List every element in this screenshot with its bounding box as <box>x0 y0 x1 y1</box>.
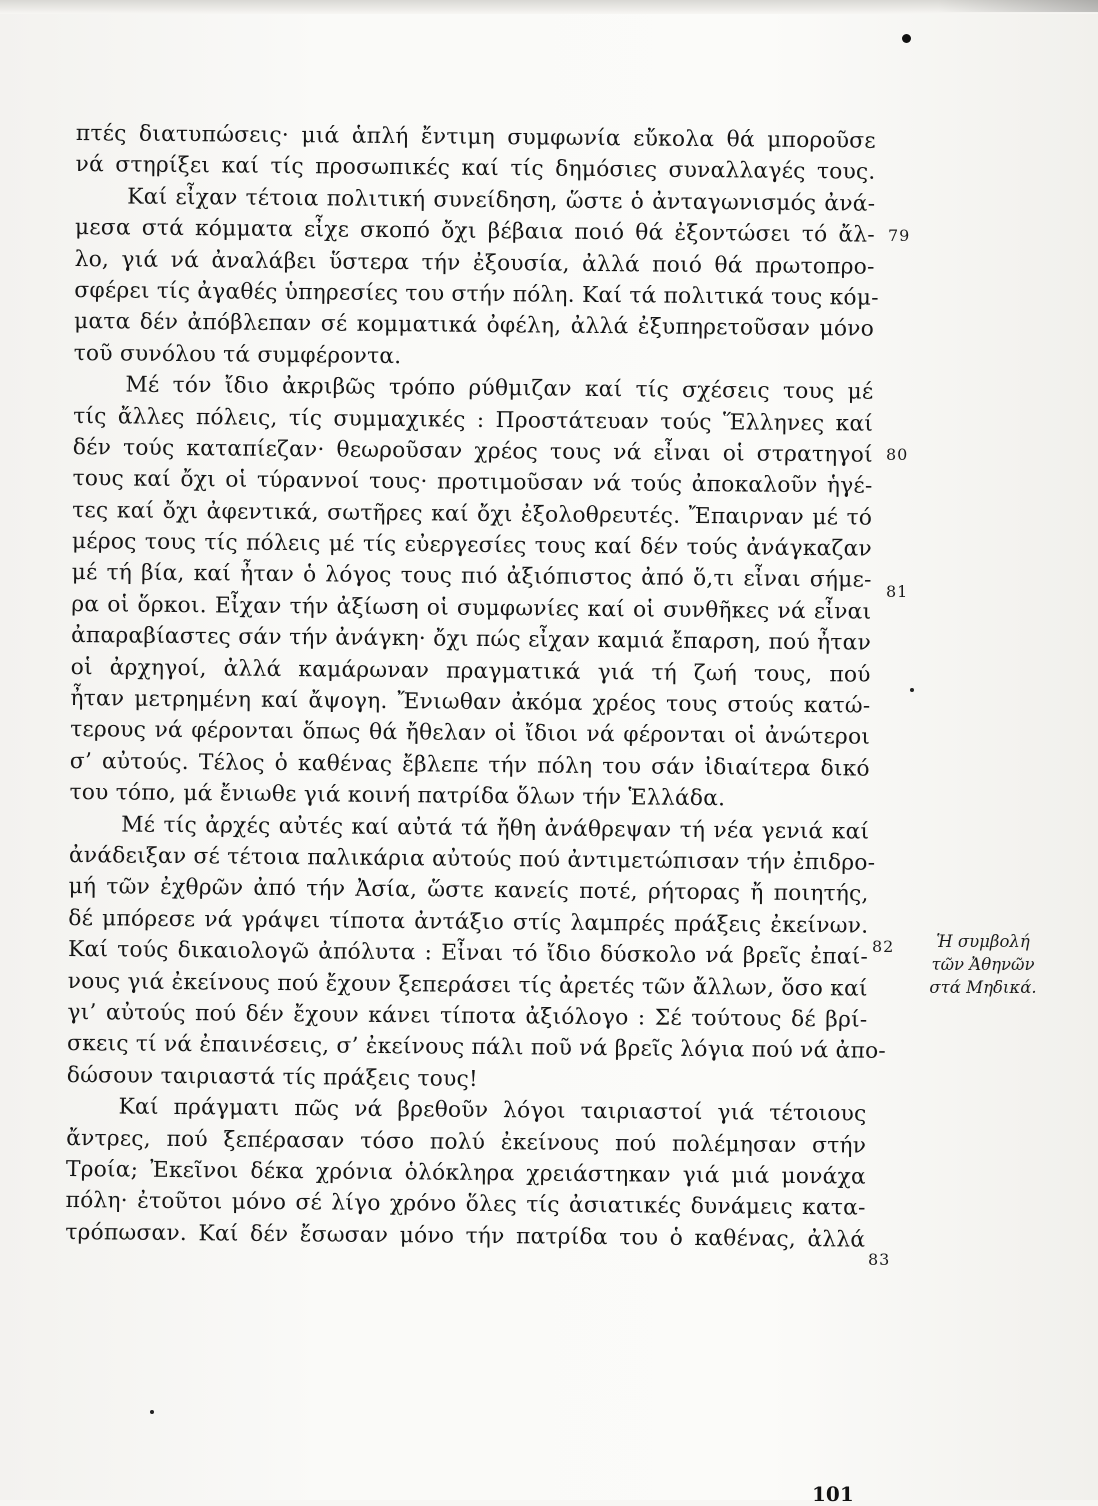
text-line: μή τῶν ἐχθρῶν ἀπό τήν Ἀσία, ὥστε κανείς ποτέ, ρήτορας ἤ ποιητής, <box>68 874 869 908</box>
text-line: Καί εἶχαν τέτοια πολιτική συνείδηση, ὥστε ὁ ἀνταγωνισμός ἀνά- <box>127 184 876 217</box>
text-line: δώσουν ταιριαστά τίς πράξεις τους! <box>66 1062 479 1092</box>
text-line: ἀνάδειξαν σέ τέτοια παλικάρια αὐτούς πού ἀντιμετώπισαν τήν ἐπιδρο- <box>68 842 876 876</box>
text-line: ἦταν μετρημένη καί ἄψογη. Ἔνιωθαν ἀκόμα χρέος τους στούς κατώ- <box>70 686 871 719</box>
text-line: ρα οἱ ὅρκοι. Εἶχαν τήν ἀξίωση οἱ συμφωνίες καί οἱ συνθῆκες νά εἶναι <box>71 591 872 625</box>
text-line: οἱ ἀρχηγοί, ἀλλά καμάρωναν πραγματικά γιά τή ζωή τους, πού <box>70 654 871 688</box>
text-line: ἀπαραβίαστες σάν τήν ἀνάγκη· ὄχι πώς εἶχαν καμιά ἔπαρση, πού ἦταν <box>70 623 872 656</box>
page-top-edge <box>0 0 1098 14</box>
text-line: γι’ αὐτούς πού δέν ἔχουν κάνει τίποτα ἀξιόλογο : Σέ τούτους δέ βρί- <box>67 999 868 1033</box>
section-number: 83 <box>868 1250 891 1269</box>
section-number: 79 <box>888 226 911 245</box>
text-line: πόλη· ἐτοῦτοι μόνο σέ λίγο χρόνο ὅλες τίς ἀσιατικές δυνάμεις κατα- <box>65 1188 866 1221</box>
page-top-shadow <box>938 0 1098 12</box>
text-line: Μέ τίς ἀρχές αὐτές καί αὐτά τά ἤθη ἀνάθρεψαν τή νέα γενιά καί <box>121 812 870 845</box>
text-line: ματα δέν ἀπόβλεπαν σέ κομματικά ὀφέλη, ἀλλά ἐξυπηρετοῦσαν μόνο <box>73 309 875 343</box>
ink-speck <box>910 688 914 692</box>
section-number: 82 <box>872 937 895 956</box>
text-line: τερους νά φέρονται ὅπως θά ἤθελαν οἱ ἴδιοι νά φέρονται οἱ ἀνώτεροι <box>70 717 871 751</box>
text-line: σκεις τί νά ἐπαινέσεις, σ’ ἐκείνους πάλι ποῦ νά βρεῖς λόγια πού νά ἀπο- <box>66 1031 887 1065</box>
text-line: τίς ἄλλες πόλεις, τίς συμμαχικές : Προστάτευαν τούς Ἕλληνες καί <box>73 403 874 437</box>
text-line: λο, γιά νά ἀναλάβει ὕστερα τήν ἐξουσία, ἀλλά ποιό θά πρωτοπρο- <box>74 246 875 280</box>
text-line: σ’ αὐτούς. Τέλος ὁ καθένας ἔβλεπε τήν πόλη του σάν ἰδιαίτερα δικό <box>69 748 870 782</box>
text-line: σφέρει τίς ἀγαθές ὑπηρεσίες του στήν πόλη. Καί τά πολιτικά τους κόμ- <box>74 277 879 311</box>
text-line: νά στηρίξει καί τίς προσωπικές καί τίς δημόσιες συναλλαγές τους. <box>75 152 876 186</box>
side-note-line: στά Μηδικά. <box>929 978 1037 997</box>
section-number: 80 <box>886 445 909 464</box>
side-note <box>908 930 1058 999</box>
text-line: τρόπωσαν. Καί δέν ἔσωσαν μόνο τήν πατρίδα του ὁ καθένας, ἀλλά <box>65 1219 866 1253</box>
section-number: 81 <box>886 582 909 601</box>
side-note-line: Ἡ συμβολή <box>936 932 1030 951</box>
text-line: μέρος τους τίς πόλεις μέ τίς εὐεργεσίες τους καί δέν τούς ἀνάγκαζαν <box>71 529 873 562</box>
page-number: 101 <box>812 1482 854 1506</box>
text-line: Τροία; Ἐκεῖνοι δέκα χρόνια ὁλόκληρα χρειάστηκαν γιά μιά μονάχα <box>65 1156 866 1190</box>
text-line: μέ τή βία, καί ἦταν ὁ λόγος τους πιό ἀξιόπιστος ἀπό ὅ,τι εἶναι σήμε- <box>71 560 872 594</box>
text-line: μεσα στά κόμματα εἶχε σκοπό ὄχι βέβαια ποιό θά ἐξοντώσει τό ἄλ- <box>74 215 876 248</box>
text-line: τους καί ὄχι οἱ τύραννοί τους· προτιμοῦσαν νά τούς ἀποκαλοῦν ἡγέ- <box>72 466 873 499</box>
text-line: πτές διατυπώσεις· μιά ἁπλή ἔντιμη συμφωνία εὔκολα θά μποροῦσε <box>75 120 876 154</box>
text-line: δέν τούς καταπίεζαν· θεωροῦσαν χρέος τους νά εἶναι οἱ στρατηγοί <box>72 434 873 468</box>
text-line: ἄντρες, πού ξεπέρασαν τόσο πολύ ἐκείνους πού πολέμησαν στήν <box>66 1125 867 1159</box>
text-line: Μέ τόν ἴδιο ἀκριβῶς τρόπο ρύθμιζαν καί τίς σχέσεις τους μέ <box>125 372 874 405</box>
text-line: νους γιά ἐκείνους πού ἔχουν ξεπεράσει τίς ἀρετές τῶν ἄλλων, ὅσο καί <box>67 968 868 1002</box>
side-note-line: τῶν Ἀθηνῶν <box>931 955 1035 974</box>
text-line: τες καί ὄχι ἀφεντικά, σωτῆρες καί ὄχι ἐξολοθρευτές. Ἔπαιρναν μέ τό <box>72 497 873 531</box>
text-line: του τόπο, μά ἔνιωθε γιά κοινή πατρίδα ὅλων τήν Ἑλλάδα. <box>69 780 726 812</box>
text-line: Καί πράγματι πῶς νά βρεθοῦν λόγοι ταιριαστοί γιά τέτοιους <box>118 1094 867 1127</box>
text-line: τοῦ συνόλου τά συμφέροντα. <box>73 340 402 369</box>
text-line: Καί τούς δικαιολογῶ ἀπόλυτα : Εἶναι τό ἴδιο δύσκολο νά βρεῖς ἐπαί- <box>67 937 869 970</box>
ink-speck <box>902 34 911 43</box>
text-line: δέ μπόρεσε νά γράψει τίποτα ἀντάξιο στίς λαμπρές πράξεις ἐκείνων. <box>68 905 869 939</box>
